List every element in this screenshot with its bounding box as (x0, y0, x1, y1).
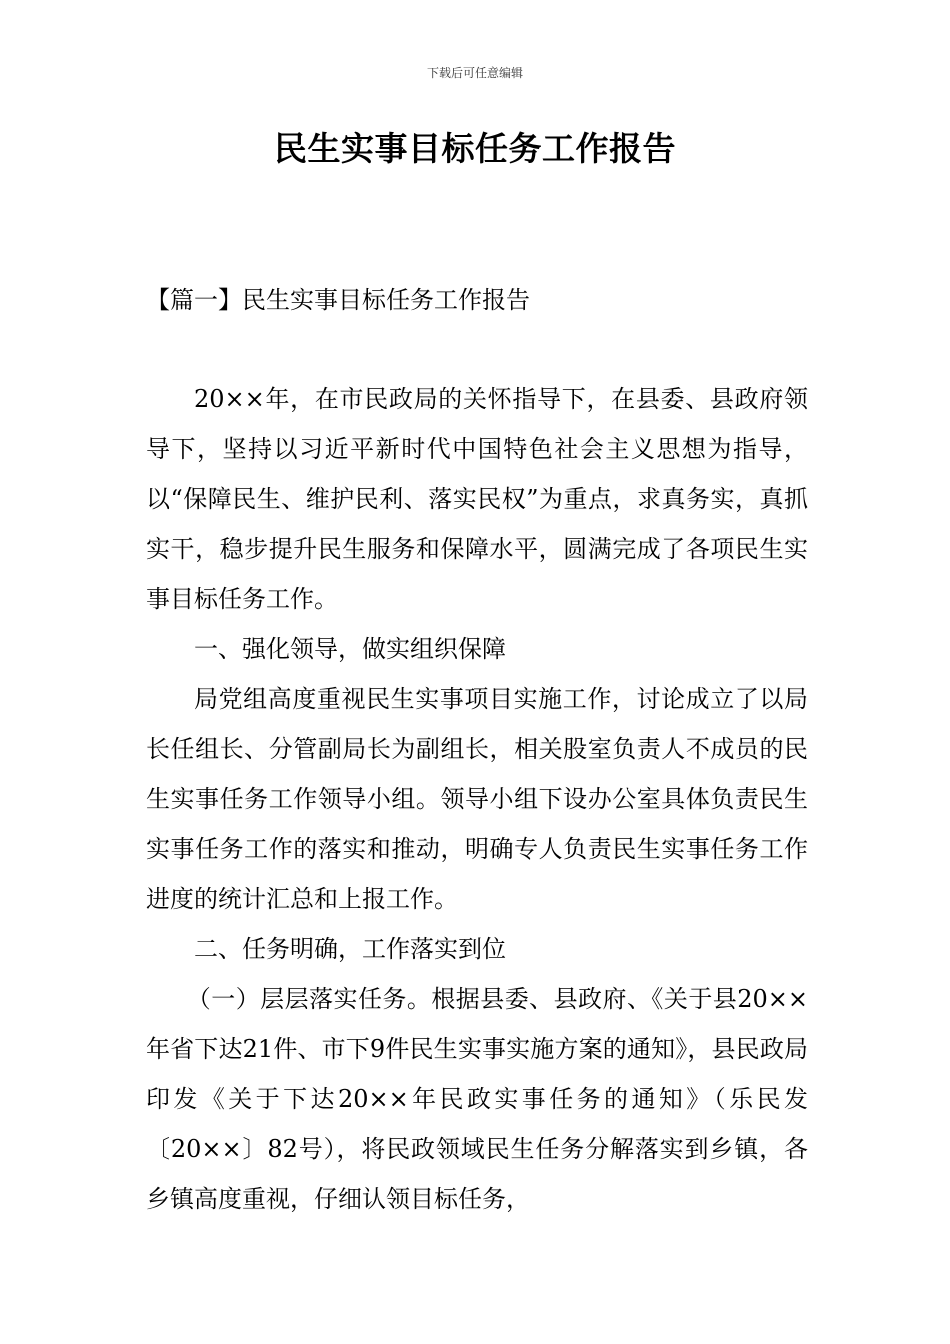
paragraph-subheading-tasks: 二、任务明确，工作落实到位 (194, 935, 506, 963)
paragraph-leadership: 局党组高度重视民生实事项目实施工作，讨论成立了以局长任组长、分管副局长为副组长，相关股室负责人不成员的民生实事任务工作领导小组。领导小组下设办公室具体负责民生实事任务工作的落实和推动，明确专人负责民生实事任务工作进度的统计汇总和上报工作。 (146, 685, 808, 913)
section-heading: 【篇一】民生实事目标任务工作报告 (146, 286, 530, 314)
page-header-note: 下载后可任意编辑 (426, 66, 523, 80)
paragraph-subheading-leadership: 一、强化领导，做实组织保障 (194, 635, 506, 663)
paragraph-tasks: （一）层层落实任务。根据县委、县政府、《关于县20××年省下达21件、市下9件民生实事实施方案的通知》，县民政局印发《关于下达20××年民政实事任务的通知》（乐民发〔20××〕82号），将民政领域民生任务分解落实到乡镇，各乡镇高度重视，仔细认领目标任务， (146, 985, 808, 1213)
document-body (146, 374, 808, 1224)
paragraph-intro: 20××年，在市民政局的关怀指导下，在县委、县政府领导下，坚持以习近平新时代中国特色社会主义思想为指导，以“保障民生、维护民利、落实民权”为重点，求真务实，真抓实干，稳步提升民生服务和保障水平，圆满完成了各项民生实事目标任务工作。 (146, 385, 808, 613)
document-title: 民生实事目标任务工作报告 (274, 129, 676, 168)
